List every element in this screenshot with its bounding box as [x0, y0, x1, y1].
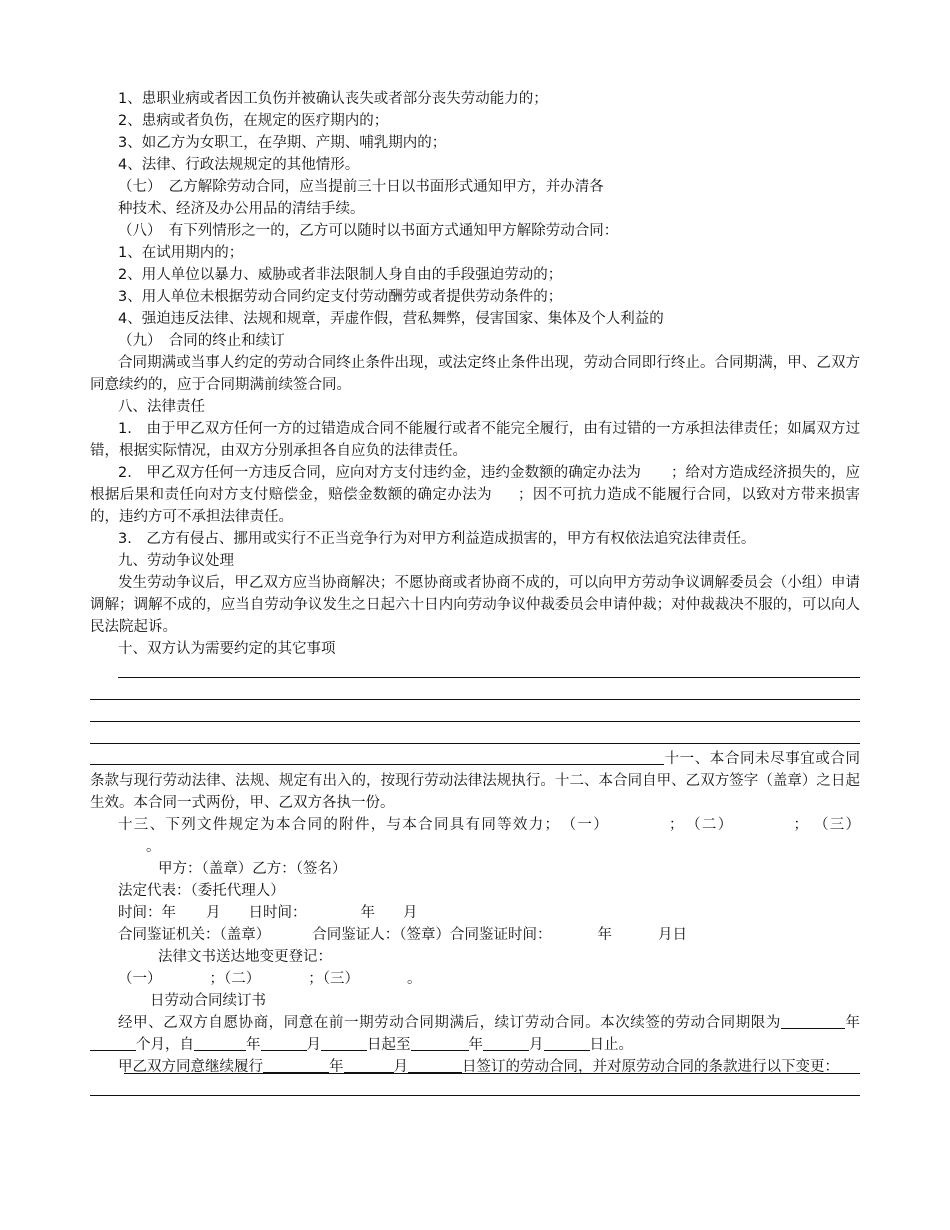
blank-line[interactable]: [124, 1056, 860, 1078]
signature-parties: 甲方：（盖章）乙方：（签名）: [158, 861, 347, 877]
paragraph-attachments: 十三、下列文件规定为本合同的附件，与本合同具有同等效力； （一） ； （二） ； （三）。: [118, 817, 861, 855]
renewal-title: 日劳动合同续订书: [150, 993, 266, 1009]
blank-line[interactable]: [90, 750, 664, 765]
section-heading-dispute: 九、劳动争议处理: [118, 553, 234, 569]
blank-line[interactable]: [90, 682, 860, 704]
blank-field[interactable]: [807, 1014, 845, 1029]
paragraph-termination: 合同期满或当事人约定的劳动合同终止条件出现，或法定终止条件出现，劳动合同即行终止。合同期满，甲、乙双方同意续约的，应于合同期满前续签合同。: [90, 355, 860, 393]
blank-field[interactable]: [261, 1036, 307, 1051]
blank-field[interactable]: [483, 1036, 529, 1051]
clause-8-heading: （八） 有下列情形之一的，乙方可以随时以书面方式通知甲方解除劳动合同：: [118, 223, 619, 239]
text-line: 2、用人单位以暴力、威胁或者非法限制人身自由的手段强迫劳动的；: [118, 267, 563, 283]
blank-line[interactable]: [90, 660, 860, 682]
text-line: 3、如乙方为女职工，在孕期、产期、哺乳期内的；: [118, 135, 447, 151]
text-line: 4、法律、行政法规规定的其他情形。: [118, 157, 360, 173]
document-page: [90, 88, 860, 1100]
blank-line[interactable]: [90, 726, 860, 748]
legal-representative: 法定代表：（委托代理人）: [118, 883, 285, 899]
text-line: 3、用人单位未根据劳动合同约定支付劳动酬劳或者提供劳动条件的；: [118, 289, 563, 305]
blank-field[interactable]: [194, 1036, 246, 1051]
text-line: 2、患病或者负伤，在规定的医疗期内的；: [118, 113, 389, 129]
blank-field[interactable]: [411, 1036, 469, 1051]
paragraph-liability-1: 1. 由于甲乙双方任何一方的过错造成合同不能履行或者不能完全履行，由有过错的一方承担法律责任；如属双方过错，根据实际情况，由双方分别承担各自应负的法律责任。: [90, 421, 860, 459]
text-line: 种技术、经济及办公用品的清结手续。: [118, 201, 365, 217]
service-address-change: 法律文书送达地变更登记：: [158, 949, 332, 965]
text-line: 1、在试用期内的；: [118, 245, 244, 261]
verification-info: 合同鉴证机关：（盖章） 合同鉴证人：（签章）合同鉴证时间： 年 月日: [118, 927, 687, 943]
service-address-items: （一） ；（二） ；（三） 。: [118, 971, 422, 987]
paragraph-liability-2: 2. 甲乙双方任何一方违反合同，应向对方支付违约金，违约金数额的确定办法为 ；给对方造成经济损失的，应根据后果和责任向对方支付赔偿金，赔偿金数额的确定办法为 ；因不可抗力造成不能履行合同，以致对方带来损害的，违约方可不承担法律责任。: [90, 465, 860, 525]
clause-9-heading: （九） 合同的终止和续订: [118, 333, 285, 349]
paragraph-renewal-changes: 甲乙双方同意继续履行 年 月 日签订的劳动合同，并对原劳动合同的条款进行以下变更：: [118, 1059, 839, 1075]
blank-field[interactable]: [781, 1014, 807, 1029]
signature-dates: 时间：年 月 日时间： 年 月: [118, 905, 418, 921]
paragraph-renewal: 经甲、乙双方自愿协商，同意在前一期劳动合同期满后，续订劳动合同。本次续签的劳动合同期限为 年个月，自 年 月 日起至 年 月 日止。: [90, 1012, 860, 1056]
clause-7-heading: （七） 乙方解除劳动合同，应当提前三十日以书面形式通知甲方，并办清各: [118, 179, 604, 195]
section-heading-liability: 八、法律责任: [118, 399, 205, 415]
section-heading-other-matters: 十、双方认为需要约定的其它事项: [118, 641, 336, 657]
blank-line[interactable]: [90, 1078, 860, 1100]
paragraph-liability-3: 3. 乙方有侵占、挪用或实行不正当竞争行为对甲方利益造成损害的，甲方有权依法追究法律责任。: [118, 531, 756, 547]
blank-field[interactable]: [90, 1036, 136, 1051]
blank-field[interactable]: [321, 1036, 367, 1051]
paragraph-dispute: 发生劳动争议后，甲乙双方应当协商解决；不愿协商或者协商不成的，可以向甲方劳动争议调解委员会（小组）申请调解；调解不成的，应当自劳动争议发生之日起六十日内向劳动争议仲裁委员会申请仲裁；对仲裁裁决不服的，可以向人民法院起诉。: [90, 575, 860, 635]
paragraph-supplementary: 十一、本合同未尽事宜或合同条款与现行劳动法律、法规、规定有出入的，按现行劳动法律法规执行。十二、本合同自甲、乙双方签字（盖章）之日起生效。本合同一式两份，甲、乙双方各执一份。: [90, 751, 860, 811]
blank-field[interactable]: [544, 1036, 590, 1051]
text-line: 1、患职业病或者因工负伤并被确认丧失或者部分丧失劳动能力的；: [118, 91, 548, 107]
text-line: 4、强迫违反法律、法规和规章，弄虚作假，营私舞弊，侵害国家、集体及个人利益的: [118, 311, 664, 327]
blank-line[interactable]: [90, 704, 860, 726]
